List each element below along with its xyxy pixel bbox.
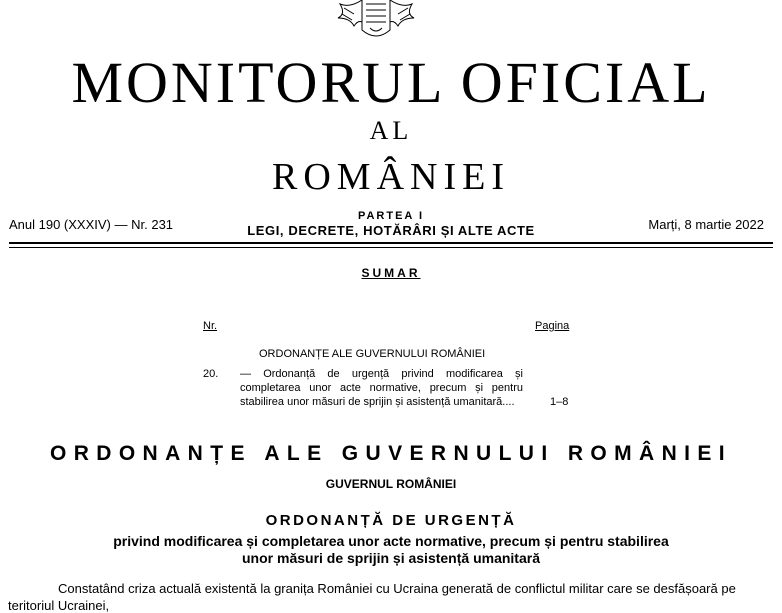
act-subject-line-1: privind modificarea și completarea unor acte normative, precum și pentru stabilirea xyxy=(113,533,669,549)
header-divider-thin xyxy=(9,247,773,248)
issue-number: Anul 190 (XXXIV) — Nr. 231 xyxy=(9,217,174,232)
act-type: ORDONANȚĂ DE URGENȚĂ xyxy=(265,512,517,529)
act-subject-line-2: unor măsuri de sprijin și asistență umanitară xyxy=(242,550,540,566)
summary-col-nr: Nr. xyxy=(203,320,218,332)
publication-subtitle-country: ROMÂNIEI xyxy=(272,156,510,198)
header-divider-thick xyxy=(9,242,773,244)
act-subject xyxy=(0,533,782,567)
coat-of-arms-icon xyxy=(332,0,420,40)
part-subtitle: LEGI, DECRETE, HOTĂRÂRI ȘI ALTE ACTE xyxy=(247,223,535,238)
section-title: ORDONANȚE ALE GUVERNULUI ROMÂNIEI xyxy=(49,442,733,465)
body-paragraph-line-1: Constatând criza actuală existentă la granița României cu Ucraina generată de conflictul militar care se desfășoară pe xyxy=(58,581,736,596)
summary-title: SUMAR xyxy=(361,266,421,280)
part-label: PARTEA I xyxy=(357,210,425,222)
body-paragraph-line-2: teritoriul Ucrainei, xyxy=(8,598,110,613)
summary-section-heading: ORDONANȚE ALE GUVERNULUI ROMÂNIEI xyxy=(259,348,486,360)
publication-title: MONITORUL OFICIAL xyxy=(71,50,711,115)
issuer: GUVERNUL ROMÂNIEI xyxy=(325,477,457,491)
summary-entry-number: 20. xyxy=(203,368,219,380)
summary-col-page: Pagina xyxy=(535,320,570,332)
summary-entry-pages: 1–8 xyxy=(550,396,569,408)
publication-subtitle-al: AL xyxy=(369,116,413,145)
summary-entry-text[interactable]: — Ordonanță de urgență privind modificarea și completarea unor acte normative, precum și pentru stabilirea unor măsuri de sprijin și asistență umanitară.... xyxy=(240,368,523,408)
issue-date: Marți, 8 martie 2022 xyxy=(648,217,764,232)
